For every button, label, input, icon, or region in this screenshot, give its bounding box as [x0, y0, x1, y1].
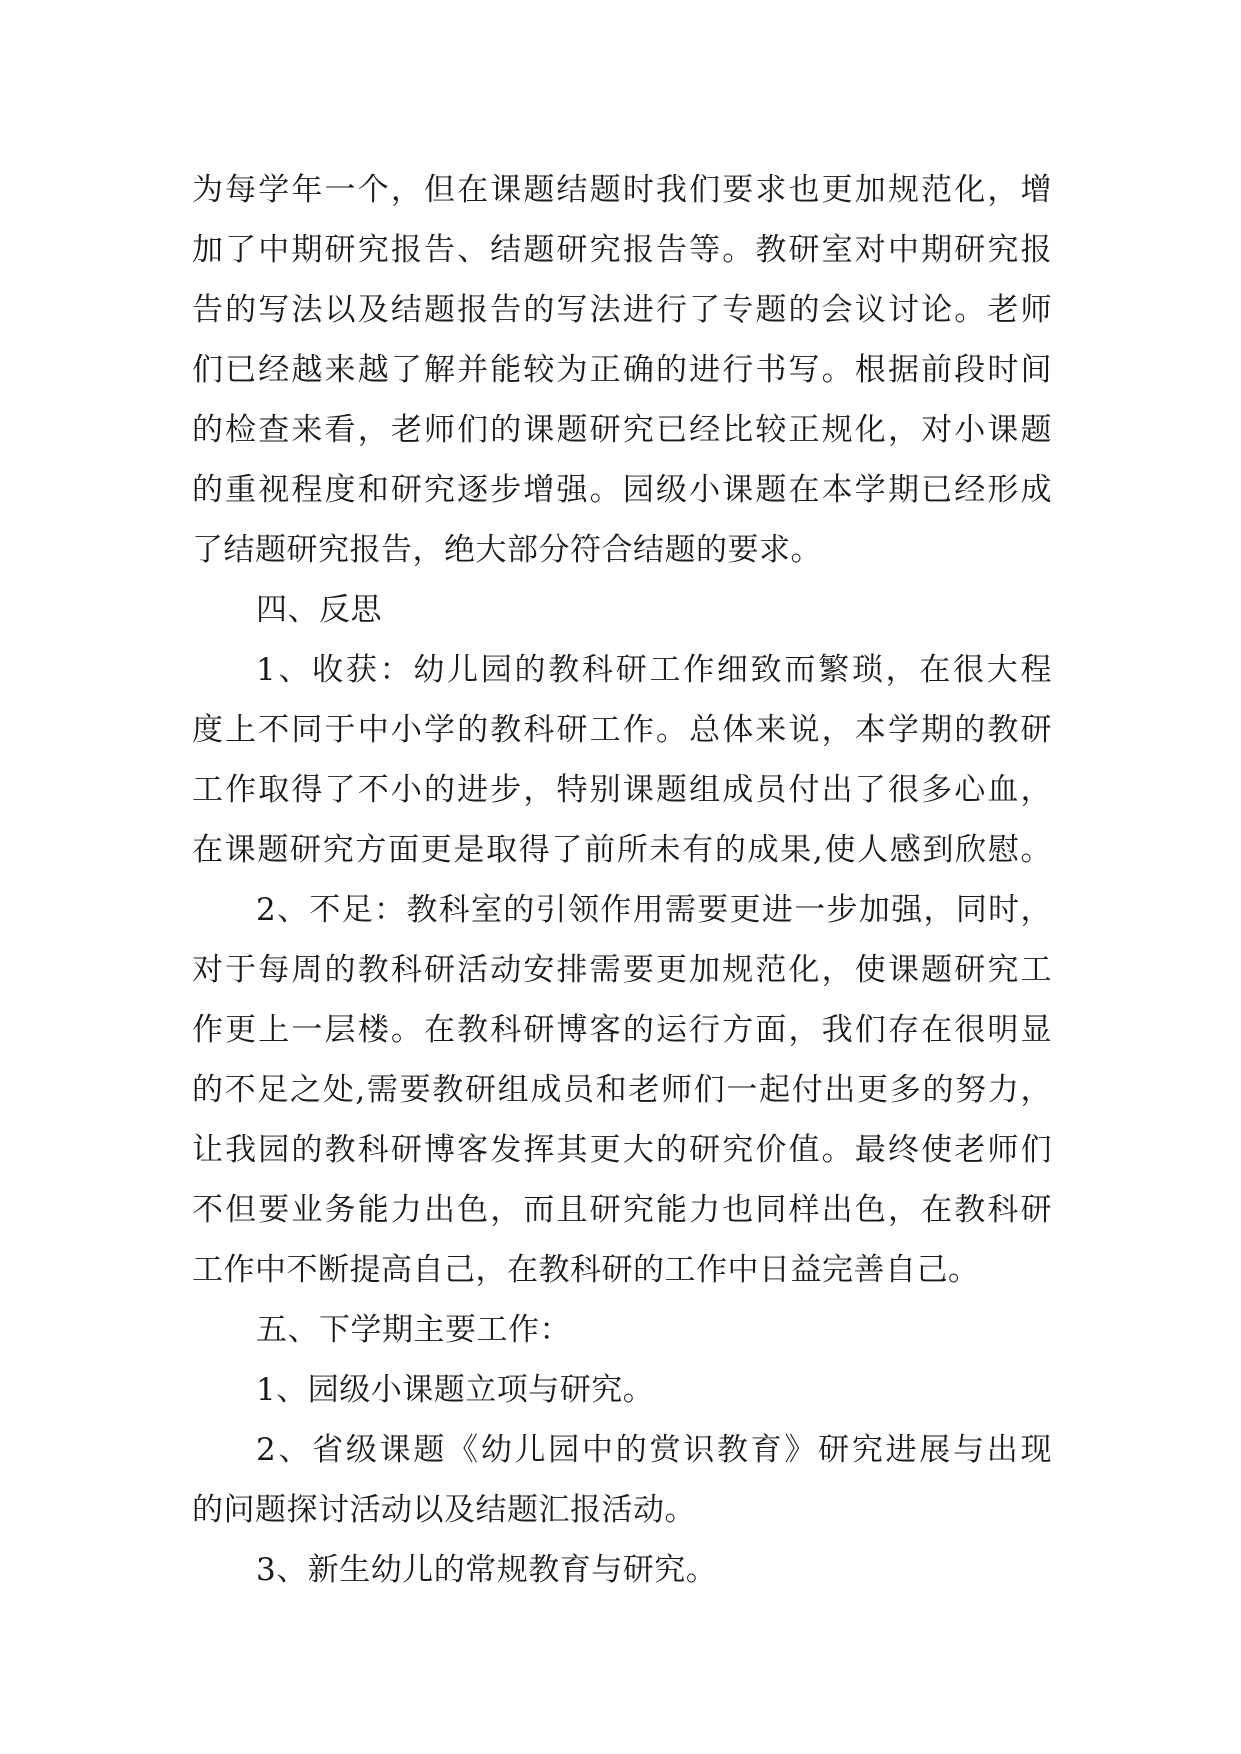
text-line: 工作取得了不小的进步，特别课题组成员付出了很多心血，: [192, 772, 1052, 808]
text-line: 不但要业务能力出色，而且研究能力也同样出色，在教科研: [192, 1192, 1052, 1228]
text-line: 在课题研究方面更是取得了前所未有的成果,使人感到欣慰。: [192, 832, 1052, 868]
text-line: 的不足之处,需要教研组成员和老师们一起付出更多的努力，: [192, 1072, 1052, 1108]
text-line: 加了中期研究报告、结题研究报告等。教研室对中期研究报: [192, 232, 1052, 268]
text-line: 对于每周的教科研活动安排需要更加规范化，使课题研究工: [192, 952, 1052, 988]
text-line: 了结题研究报告，绝大部分符合结题的要求。: [192, 532, 822, 568]
text-line: 的问题探讨活动以及结题汇报活动。: [192, 1492, 696, 1528]
section-heading: 四、反思: [256, 592, 382, 628]
text-line: 的重视程度和研究逐步增强。园级小课题在本学期已经形成: [192, 472, 1052, 508]
text-line: 告的写法以及结题报告的写法进行了专题的会议讨论。老师: [192, 292, 1052, 328]
text-line: 的检查来看，老师们的课题研究已经比较正规化，对小课题: [192, 412, 1052, 448]
list-item: 1、园级小课题立项与研究。: [256, 1372, 655, 1408]
text-line: 们已经越来越了解并能较为正确的进行书写。根据前段时间: [192, 352, 1052, 388]
text-line: 作更上一层楼。在教科研博客的运行方面，我们存在很明显: [192, 1012, 1052, 1048]
text-line: 为每学年一个，但在课题结题时我们要求也更加规范化，增: [192, 172, 1052, 208]
text-line: 工作中不断提高自己，在教科研的工作中日益完善自己。: [192, 1252, 980, 1288]
text-line: 2、不足：教科室的引领作用需要更进一步加强，同时，: [256, 892, 1052, 928]
document-body: [192, 160, 1052, 1600]
text-line: 度上不同于中小学的教科研工作。总体来说，本学期的教研: [192, 712, 1052, 748]
section-heading: 五、下学期主要工作：: [256, 1312, 571, 1348]
text-line: 1、收获：幼儿园的教科研工作细致而繁琐，在很大程: [256, 652, 1052, 688]
list-item: 2、省级课题《幼儿园中的赏识教育》研究进展与出现: [256, 1432, 1052, 1468]
text-line: 让我园的教科研博客发挥其更大的研究价值。最终使老师们: [192, 1132, 1052, 1168]
list-item: 3、新生幼儿的常规教育与研究。: [256, 1552, 718, 1588]
